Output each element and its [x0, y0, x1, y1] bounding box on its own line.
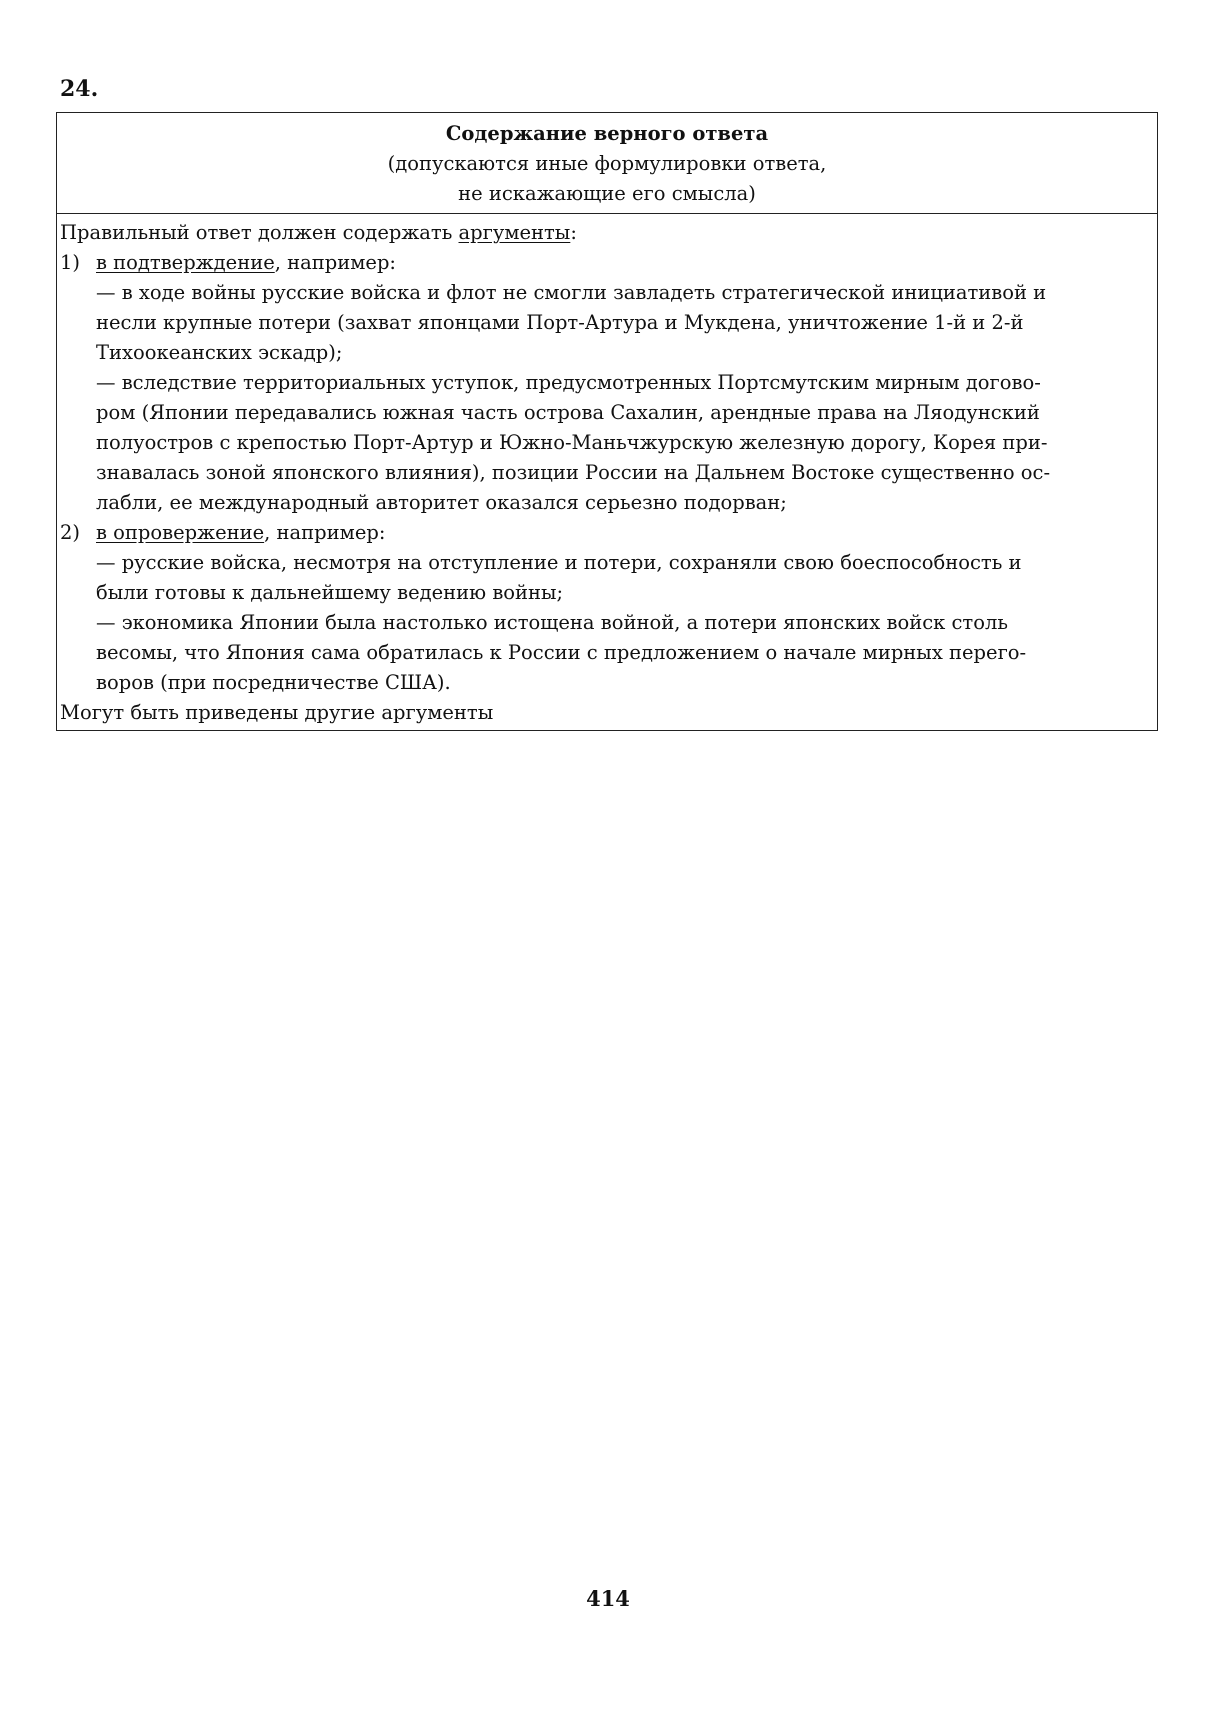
answer-content	[57, 214, 1157, 730]
section-2-line: — экономика Японии была настолько истощена войной, а потери японских войск столь	[96, 611, 1008, 634]
section-1-line: — в ходе войны русские войска и флот не смогли завладеть стратегической инициативой и	[96, 281, 1047, 304]
header-subtitle-line-1: (допускаются иные формулировки ответа,	[387, 152, 827, 175]
answer-table	[56, 112, 1158, 731]
section-2-line: — русские войска, несмотря на отступление и потери, сохраняли свою боеспособность и	[96, 551, 1022, 574]
intro-line: Правильный ответ должен содержать аргументы:	[60, 221, 577, 244]
section-1-line: — вследствие территориальных уступок, предусмотренных Портсмутским мирным догово-	[96, 371, 1041, 394]
section-1-line: полуостров с крепостью Порт-Артур и Южно-Маньчжурскую железную дорогу, Корея при-	[96, 431, 1048, 454]
section-2-underlined: в опровержение	[96, 521, 265, 544]
header-subtitle-line-2: не искажающие его смысла)	[458, 182, 756, 205]
page-number: 414	[586, 1586, 630, 1611]
question-number: 24.	[60, 76, 99, 102]
section-2-number: 2)	[60, 521, 81, 544]
section-1-line: ром (Японии передавались южная часть острова Сахалин, арендные права на Ляодунский	[96, 401, 1040, 424]
intro-underlined: аргументы	[458, 221, 571, 244]
section-1-underlined: в подтверждение	[96, 251, 275, 274]
footer-note: Могут быть приведены другие аргументы	[60, 701, 494, 724]
section-1-heading: 1) в подтверждение, например:	[60, 248, 1153, 278]
section-1-line: Тихоокеанских эскадр);	[96, 341, 343, 364]
section-2-line: воров (при посредничестве США).	[96, 671, 451, 694]
section-1-line: лабли, ее международный авторитет оказался серьезно подорван;	[96, 491, 787, 514]
header-title: Содержание верного ответа	[445, 122, 769, 145]
section-1-line: знавалась зоной японского влияния), позиции России на Дальнем Востоке существенно ос-	[96, 461, 1051, 484]
section-2-line: весомы, что Япония сама обратилась к России с предложением о начале мирных перего-	[96, 641, 1027, 664]
section-2-line: были готовы к дальнейшему ведению войны;	[96, 581, 564, 604]
section-1-number: 1)	[60, 251, 81, 274]
table-header	[57, 113, 1157, 214]
section-2-heading: 2) в опровержение, например:	[60, 518, 1153, 548]
section-1-line: несли крупные потери (захват японцами Порт-Артура и Мукдена, уничтожение 1-й и 2-й	[96, 311, 1024, 334]
